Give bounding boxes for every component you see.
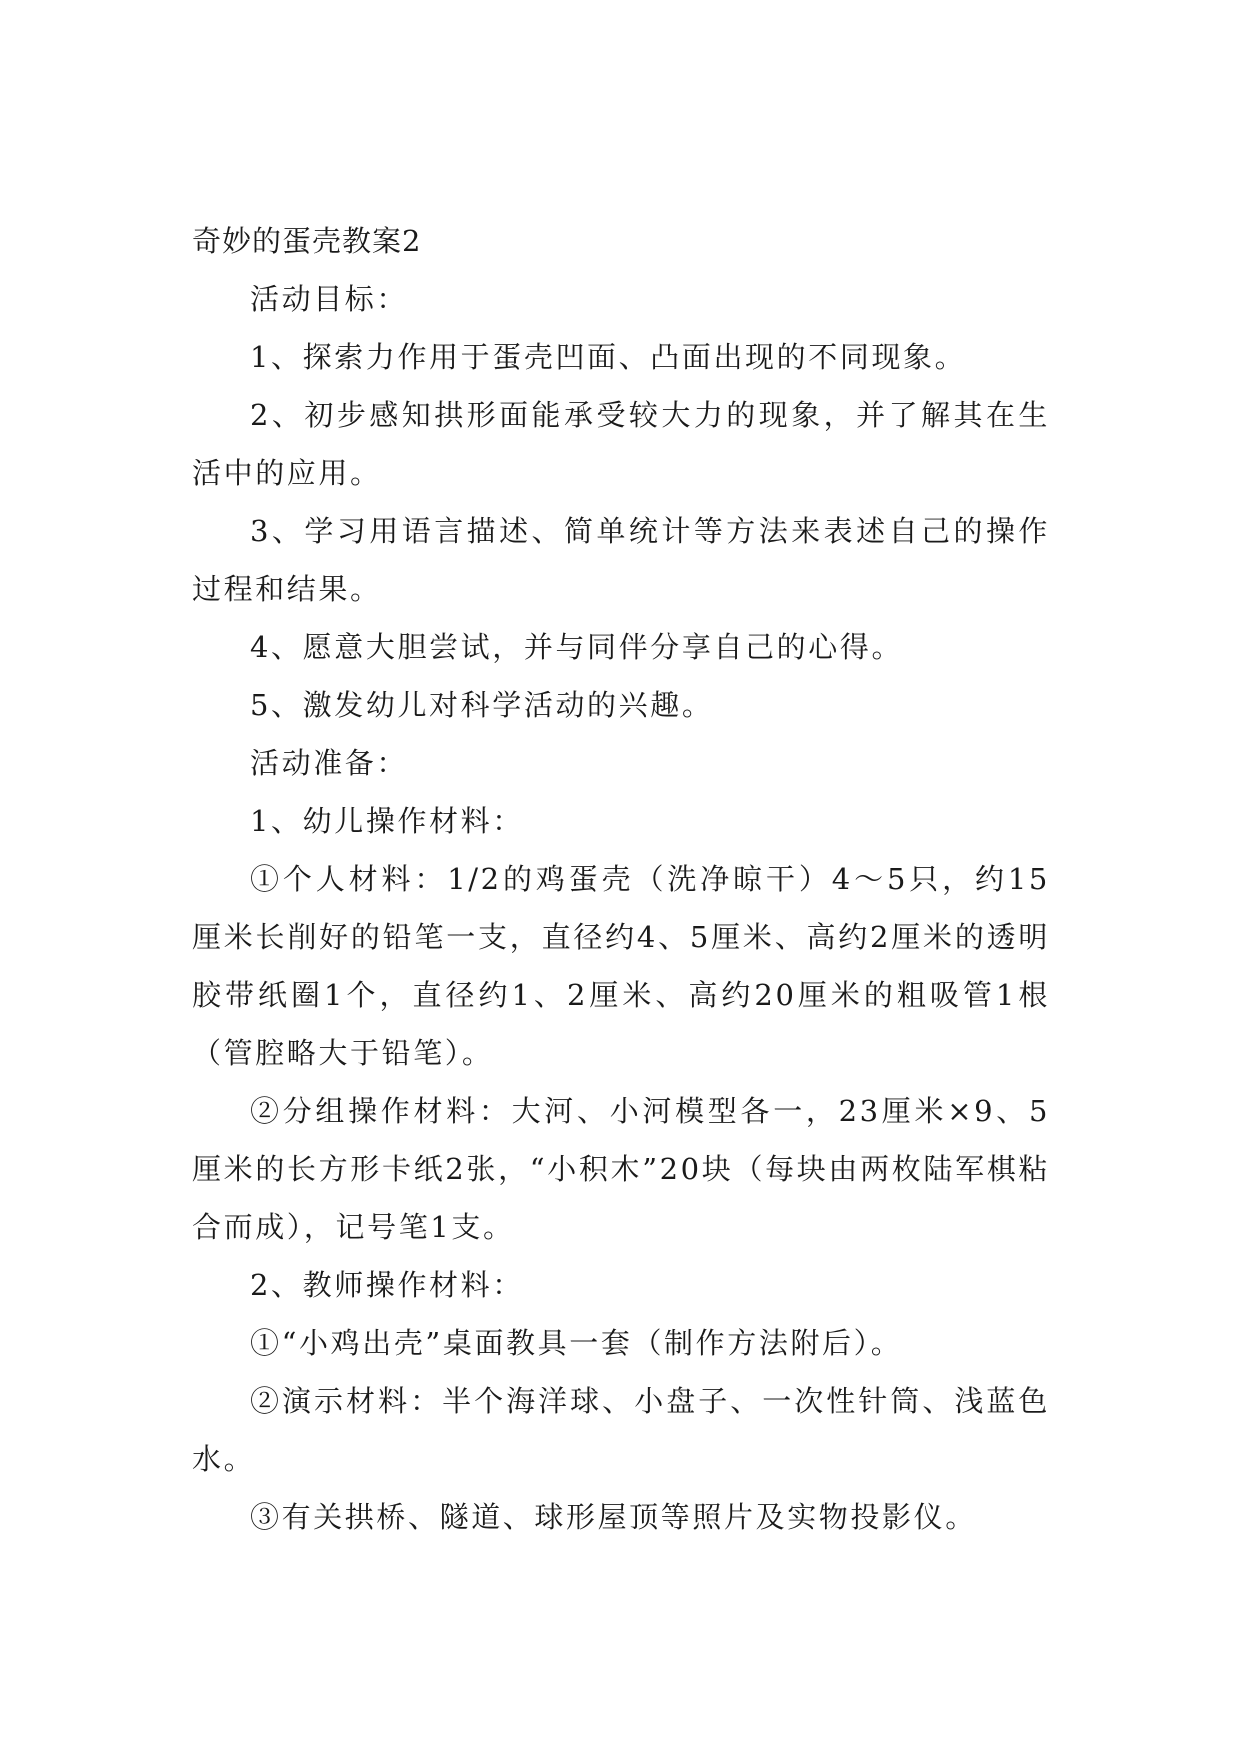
- prep-group-materials: ②分组操作材料：大河、小河模型各一，23厘米×9、5厘米的长方形卡纸2张，“小积木”20块（每块由两枚陆军棋粘合而成），记号笔1支。: [192, 1094, 1050, 1244]
- prep-individual-materials: ①个人材料：1/2的鸡蛋壳（洗净晾干）4～5只，约15厘米长削好的铅笔一支，直径约4、5厘米、高约2厘米的透明胶带纸圈1个，直径约1、2厘米、高约20厘米的粗吸管1根（管腔略大于铅笔）。: [192, 862, 1050, 1070]
- prep-teacher-materials-heading: 2、教师操作材料：: [250, 1268, 524, 1302]
- heading-activity-preparation: 活动准备：: [250, 746, 409, 780]
- prep-demo-materials: ②演示材料：半个海洋球、小盘子、一次性针筒、浅蓝色水。: [192, 1384, 1050, 1476]
- heading-activity-goals: 活动目标：: [250, 282, 409, 316]
- goal-item-1: 1、探索力作用于蛋壳凹面、凸面出现的不同现象。: [250, 340, 967, 374]
- prep-teaching-aid: ①“小鸡出壳”桌面教具一套（制作方法附后）。: [250, 1326, 903, 1360]
- document-page: [192, 212, 1050, 1546]
- prep-child-materials-heading: 1、幼儿操作材料：: [250, 804, 524, 838]
- goal-item-3: 3、学习用语言描述、简单统计等方法来表述自己的操作过程和结果。: [192, 514, 1050, 606]
- goal-item-2: 2、初步感知拱形面能承受较大力的现象，并了解其在生活中的应用。: [192, 398, 1050, 490]
- goal-item-4: 4、愿意大胆尝试，并与同伴分享自己的心得。: [250, 630, 904, 664]
- prep-photos-projector: ③有关拱桥、隧道、球形屋顶等照片及实物投影仪。: [250, 1500, 977, 1534]
- goal-item-5: 5、激发幼儿对科学活动的兴趣。: [250, 688, 714, 722]
- document-title: 奇妙的蛋壳教案2: [192, 224, 422, 258]
